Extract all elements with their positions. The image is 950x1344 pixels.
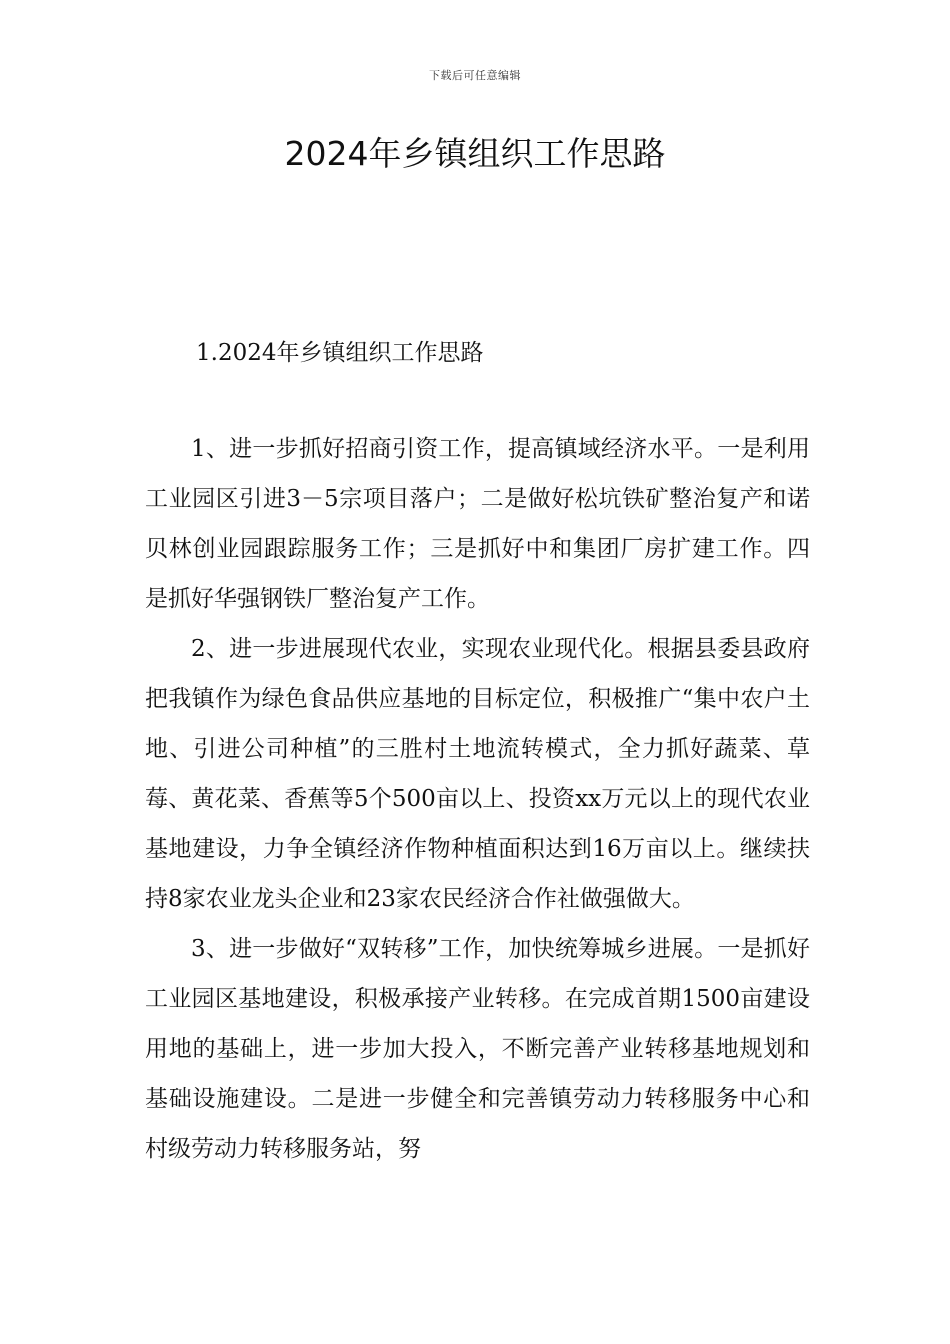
- header-note: 下载后可任意编辑: [429, 69, 521, 82]
- paragraph-3: 3、进一步做好“双转移”工作，加快统筹城乡进展。一是抓好工业园区基地建设，积极承接产业转移。在完成首期1500亩建设用地的基础上，进一步加大投入，不断完善产业转移基地规划和基础设施建设。二是进一步健全和完善镇劳动力转移服务中心和村级劳动力转移服务站，努: [145, 936, 810, 1162]
- document-title: 2024年乡镇组织工作思路: [284, 134, 666, 173]
- section-heading: 1.2024年乡镇组织工作思路: [196, 340, 484, 366]
- document-body: [145, 424, 810, 1174]
- paragraph-1: 1、进一步抓好招商引资工作，提高镇域经济水平。一是利用工业园区引进3－5宗项目落户；二是做好松坑铁矿整治复产和诺贝林创业园跟踪服务工作；三是抓好中和集团厂房扩建工作。四是抓好华强钢铁厂整治复产工作。: [145, 436, 810, 612]
- paragraph-2: 2、进一步进展现代农业，实现农业现代化。根据县委县政府把我镇作为绿色食品供应基地的目标定位，积极推广“集中农户土地、引进公司种植”的三胜村土地流转模式，全力抓好蔬菜、草莓、黄花菜、香蕉等5个500亩以上、投资xx万元以上的现代农业基地建设，力争全镇经济作物种植面积达到16万亩以上。继续扶持8家农业龙头企业和23家农民经济合作社做强做大。: [145, 636, 810, 912]
